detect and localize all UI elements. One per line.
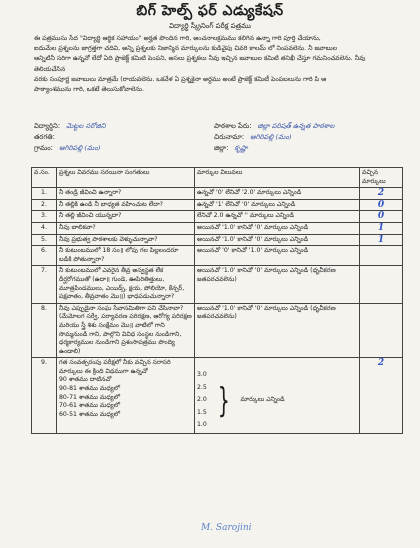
- row-mark[interactable]: [360, 246, 403, 266]
- grade-option: 80-71 శాతము మధ్యలో: [59, 393, 120, 401]
- row-rule: లేనిచో 2.0 ఉన్నచో '' మార్కులు ఎన్నిండి: [195, 211, 360, 223]
- row-rule: అయినచో '1.0' కానిచో '0' మార్కులు ఎన్నిండి (ధృవీకరణ జతపరచవలెను): [195, 303, 360, 358]
- table-row: [32, 188, 403, 200]
- table-row: [32, 303, 403, 358]
- village-value: ఆగిరిపల్లి (మం): [58, 144, 101, 152]
- row-mark[interactable]: 0: [360, 199, 403, 211]
- screening-table: [31, 167, 403, 434]
- col-marks: వచ్చిన మార్కులు: [360, 168, 403, 188]
- row-question: [57, 358, 195, 434]
- row-rule: అయినచో '1.0' కానిచో '0' మార్కులు ఎన్నిండి: [195, 234, 360, 246]
- table-row: [32, 358, 403, 434]
- student-details: [34, 121, 106, 154]
- grade-point: 1.0: [197, 421, 207, 429]
- row-rule: అయినచో '1.0' కానిచో '0' మార్కులు ఎన్నిండి (ధృవీకరణ జతపరచవలెను): [195, 266, 360, 303]
- instruction-line: ఐదుమేల ప్రశ్నలను జాగ్రత్తగా చదివి, అన్ని ప్రశ్నలకు నిజాన్మిన మార్కులను కుడివైపు చివరి కాలమ్ లో నింపవలెను. నీ జవాబుల: [34, 45, 338, 53]
- instruction-line: ఈ పత్రముసు సేద "విద్యార్థి ఆర్థిక సహాయం" అర్హత పొందిన గారి, అంచనాలక్రమము కలిగిన ఉన్నా గారి పూర్తి చేయాను,: [34, 35, 321, 42]
- row-rule: [195, 358, 360, 434]
- grade-option: 70-61 శాతము మధ్యలో: [59, 402, 120, 410]
- address-value: ఆగిరిపల్లి (మం): [250, 133, 292, 141]
- row-question: నీవు ప్రభుత్వ పాఠశాలకు వెళ్ళుచున్నావా?: [57, 234, 195, 246]
- row-number: 3.: [32, 211, 57, 223]
- instruction-line: వరకు సంపూర్ణ జవాబులు మాత్రమే (రాయవలెను. ఒకవేళ ఏ ప్రశ్నకైనా అర్థము అంటే ప్రాజెక్ట్ కమిటీ పెంపబలును గారి పి ఆ: [34, 75, 327, 83]
- instructions: [34, 34, 389, 95]
- grade-option: 90 శాతము దాటినచో: [59, 376, 112, 384]
- row-number: 7.: [32, 266, 57, 303]
- grade-points: [197, 369, 207, 432]
- row-question: నీ తల్లి జీవించి యున్నదా?: [57, 211, 195, 223]
- village-label: గ్రామం:: [34, 144, 53, 152]
- col-question: ప్రశ్నలు వివరము సరయినా సంగతులు: [57, 168, 195, 188]
- district-value: కృష్ణా: [234, 144, 248, 152]
- row-mark[interactable]: [360, 266, 403, 303]
- grade-scale: [197, 369, 357, 432]
- brace-icon: }: [217, 380, 230, 421]
- row-question: నీ తండ్రి జీవించి ఉన్నారా?: [57, 188, 195, 200]
- row-question: నీ తల్లికి ఉండి నీ బాధ్యత వహించుట లేదా?: [57, 199, 195, 211]
- table-row: [32, 234, 403, 246]
- grade-rule: మార్కులు ఎన్నిండి: [240, 396, 285, 404]
- table-row: [32, 211, 403, 223]
- grade-point: 1.5: [197, 408, 207, 416]
- row-mark[interactable]: 2: [360, 358, 403, 434]
- row-number: 6.: [32, 246, 57, 266]
- class-label: తరగతి:: [34, 133, 55, 141]
- col-serial: వ.సం.: [32, 168, 57, 188]
- row-number: 1.: [32, 188, 57, 200]
- grade-option: 60-51 శాతము మధ్యలో: [59, 410, 120, 418]
- table-row: [32, 199, 403, 211]
- row-mark[interactable]: 1: [360, 234, 403, 246]
- grade-point: 3.0: [197, 371, 207, 379]
- address-label: చిరునామా:: [214, 133, 245, 141]
- row-number: 8.: [32, 303, 57, 358]
- table-row: [32, 266, 403, 303]
- student-signature: M. Sarojini: [201, 523, 252, 533]
- form-title: బిగ్ హెల్ప్ ఫర్ ఎడ్యుకేషన్: [136, 3, 284, 19]
- row-question: నీవు ఎప్పుడైనా సంఘ సేవాసమితిగా పని చేసినావా? (మేమోలగ సర్వే, పర్యావరణ పరిరక్షణ, ఆరోగ్య పరిరక్షణ మరియు స్త్రీ శిశు సంక్షేమం మొ॥ వాటిలో గాని సొమ్మనుండి గాని, పాల్గొని వివిధ సంస్థల నుండిగాని, ధర్మకార్యముల నుండిగాని ప్రశంసాపత్రము పొంద్యి ఉండాలి): [57, 303, 195, 358]
- student-name-value: మెట్టల సరోజిని: [66, 122, 106, 130]
- row-number: 4.: [32, 222, 57, 234]
- row-mark[interactable]: [360, 303, 403, 358]
- row-mark[interactable]: 2: [360, 188, 403, 200]
- row-question: నీ కుటుంబములో 18 సం॥ లోపు గల పిల్లలందరూ బడికి పోతున్నారా?: [57, 246, 195, 266]
- instruction-line: ఆన్నిటినీ సరిగా ఉన్నవో లేదో ఏది ప్రాజెక్ట్ కమిటి పెంపని, అసలు ప్రశ్నకలు నీవు ఇచ్చిన జవాబుల కమిటి తనిఖీ చేస్తూ గమనించవలెను. నీవు తెలియచేసిన: [34, 55, 366, 73]
- instruction-line: పాఠ్యాంశమును గారి, ఒకటే తెలుసుకోవాలెను.: [34, 86, 144, 94]
- row-rule: ఉన్నచో '1' లేనిచో '0' మార్కులు ఎన్నిండి: [195, 199, 360, 211]
- row-question: నీ కుటుంబములో ఎవరైన తీవ్ర అస్వస్థత లేక దీర్ఘరోగముతో (ఉదా॥ గుండె, ఊపిరితిత్తులు, మూత్రపిండములు, ఎయిడ్స్, క్షయ, పోలియో, కేన్సర్, పక్షవాతం, తీవ్రవాతం మొ॥) భాధపడుచున్నారా?: [57, 266, 195, 303]
- school-label: పాఠశాల పేరు:: [214, 122, 252, 130]
- grade-point: 2.0: [197, 396, 207, 404]
- row-number: 2.: [32, 199, 57, 211]
- row-number: 9.: [32, 358, 57, 434]
- row-mark[interactable]: 0: [360, 211, 403, 223]
- form-subtitle: విద్యార్థి స్క్రీనింగ్ పరీక్ష పత్రము: [169, 22, 251, 30]
- table-row: [32, 246, 403, 266]
- school-details: [214, 121, 334, 154]
- grade-option: 90-81 శాతము మధ్యలో: [59, 385, 120, 393]
- grade-point: 2.5: [197, 383, 207, 391]
- row-number: 5.: [32, 234, 57, 246]
- district-label: జిల్లా:: [214, 144, 229, 152]
- col-rule: మార్కుల విలువలు: [195, 168, 360, 188]
- student-name-label: విద్యార్థిని:: [34, 122, 61, 130]
- row-rule: ఉన్నచో '0' లేనిచో '2.0' మార్కులు ఎన్నిండి: [195, 188, 360, 200]
- row-rule: అయినచో '1.0' కానిచో '0' మార్కులు ఎన్నిండి: [195, 222, 360, 234]
- row-rule: అయినచో '0' కానిచో '1.0' మార్కులు ఎన్నిండి: [195, 246, 360, 266]
- row-question: నీవు బాలికవా?: [57, 222, 195, 234]
- table-row: [32, 222, 403, 234]
- table-header-row: [32, 168, 403, 188]
- school-value: జిల్లా పరిషత్ ఉన్నత పాఠశాల: [257, 122, 335, 130]
- row-mark[interactable]: 1: [360, 222, 403, 234]
- grade-question: గత సంవత్సరంపు పరీక్షలో నీకు వచ్చిన సరాసరి మార్కులు ఈ క్రింది విధముగా ఉన్నచో: [59, 359, 171, 375]
